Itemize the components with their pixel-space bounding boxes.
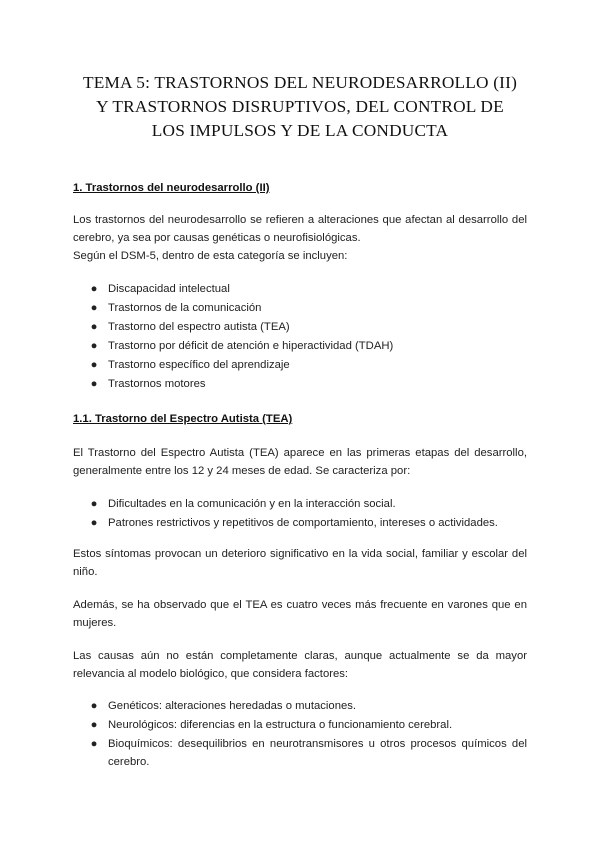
- bullet-icon: ●: [90, 340, 98, 352]
- bullet-icon: ●: [90, 302, 98, 314]
- bullet-icon: ●: [90, 321, 98, 333]
- title-line-3: LOS IMPULSOS Y DE LA CONDUCTA: [151, 121, 449, 140]
- title-line-2: Y TRASTORNOS DISRUPTIVOS, DEL CONTROL DE: [96, 97, 504, 116]
- paragraph-line: Además, se ha observado que el TEA es cuatro veces más frecuente en varones que en: [73, 599, 527, 611]
- list-item: ● Neurológicos: diferencias en la estructura o funcionamiento cerebral.: [89, 716, 527, 734]
- paragraph-line: niño.: [73, 566, 98, 578]
- bullet-icon: ●: [90, 359, 98, 371]
- paragraph-line: Las causas aún no están completamente claras, aunque actualmente se da mayor: [73, 650, 527, 662]
- list-item: ● Trastornos motores: [89, 375, 527, 393]
- paragraph-line: cerebro, ya sea por causas genéticas o neurofisiológicas.: [73, 232, 361, 244]
- list-item: ● Dificultades en la comunicación y en la interacción social.: [89, 495, 527, 513]
- paragraph-line: mujeres.: [73, 617, 117, 629]
- section-1-1-heading: 1.1. Trastorno del Espectro Autista (TEA): [73, 413, 293, 425]
- list-item: ● Patrones restrictivos y repetitivos de comportamiento, intereses o actividades.: [89, 514, 527, 532]
- list-item: ● Trastorno específico del aprendizaje: [89, 356, 527, 374]
- paragraph-line: Estos síntomas provocan un deterioro significativo en la vida social, familiar y escolar del: [73, 548, 527, 560]
- paragraph-line: Según el DSM-5, dentro de esta categoría se incluyen:: [73, 250, 348, 262]
- bullet-icon: ●: [90, 517, 98, 529]
- list-item: ● Discapacidad intelectual: [89, 280, 527, 298]
- paragraph-line: relevancia al modelo biológico, que considera factores:: [73, 668, 349, 680]
- section-1-1-paragraph-2: [73, 545, 527, 581]
- paragraph-line: generalmente entre los 12 y 24 meses de edad. Se caracteriza por:: [73, 465, 411, 477]
- bullet-icon: ●: [90, 700, 98, 712]
- bullet-icon: ●: [90, 719, 98, 731]
- list-item: ● Bioquímicos: desequilibrios en neurotransmisores u otros procesos químicos del cerebro.: [89, 735, 527, 771]
- bullet-icon: ●: [90, 378, 98, 390]
- list-item: ● Trastorno del espectro autista (TEA): [89, 318, 527, 336]
- bullet-icon: ●: [90, 498, 98, 510]
- title-line-1: TEMA 5: TRASTORNOS DEL NEURODESARROLLO (II): [82, 73, 518, 92]
- page-title: [40, 71, 560, 143]
- paragraph-line: El Trastorno del Espectro Autista (TEA) aparece en las primeras etapas del desarrollo,: [73, 447, 527, 459]
- bullet-icon: ●: [90, 738, 98, 750]
- section-1-1-paragraph-4: [73, 647, 527, 683]
- list-item: ● Genéticos: alteraciones heredadas o mutaciones.: [89, 697, 527, 715]
- section-1-paragraph: [73, 211, 527, 265]
- section-1-heading: 1. Trastornos del neurodesarrollo (II): [73, 182, 270, 194]
- section-1-1-paragraph-1: [73, 444, 527, 480]
- section-1-1-paragraph-3: [73, 596, 527, 632]
- bullet-icon: ●: [90, 283, 98, 295]
- list-item: ● Trastorno por déficit de atención e hiperactividad (TDAH): [89, 337, 527, 355]
- paragraph-line: Los trastornos del neurodesarrollo se refieren a alteraciones que afectan al desarrollo del: [73, 214, 527, 226]
- list-item: ● Trastornos de la comunicación: [89, 299, 527, 317]
